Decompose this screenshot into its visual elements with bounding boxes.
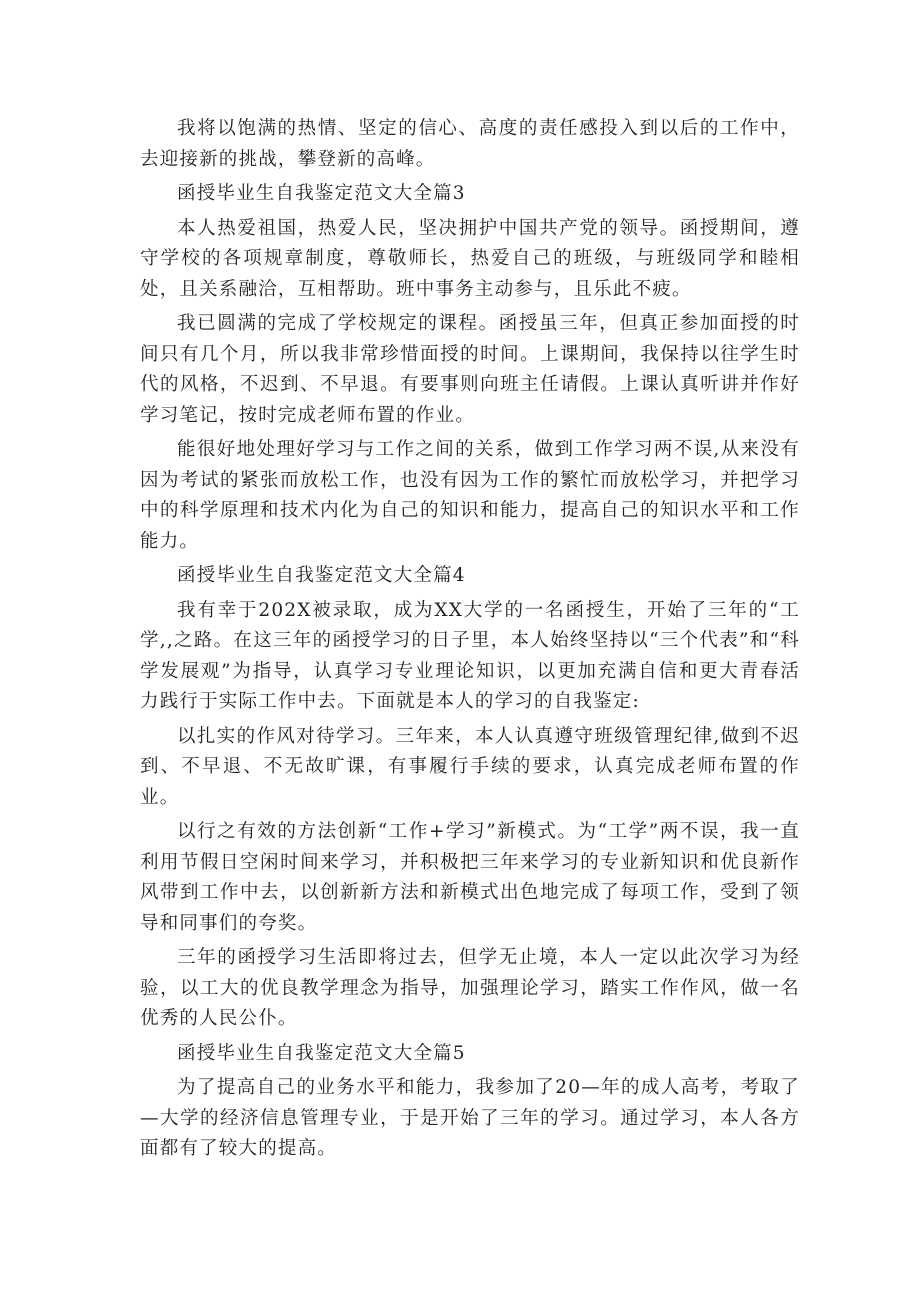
- paragraph: 以行之有效的方法创新“工作+学习”新模式。为“工学”两不误，我一直利用节假日空闲时间来学习，并积极把三年来学习的专业新知识和优良新作风带到工作中去，以创新新方法和新模式出色地完成了每项工作，受到了领导和同事们的夸奖。: [140, 821, 800, 934]
- paragraph: 能很好地处理好学习与工作之间的关系，做到工作学习两不误,从来没有因为考试的紧张而放松工作，也没有因为工作的繁忙而放松学习，并把学习中的科学原理和技术内化为自己的知识和能力，提高自己的知识水平和工作能力。: [140, 439, 800, 552]
- paragraph: 为了提高自己的业务水平和能力，我参加了20—年的成人高考，考取了—大学的经济信息管理专业，于是开始了三年的学习。通过学习，本人各方面都有了较大的提高。: [140, 1077, 800, 1159]
- paragraph: 我将以饱满的热情、坚定的信心、高度的责任感投入到以后的工作中，去迎接新的挑战，攀登新的高峰。: [140, 118, 800, 170]
- paragraph: 本人热爱祖国，热爱人民，坚决拥护中国共产党的领导。函授期间，遵守学校的各项规章制度，尊敬师长，热爱自己的班级，与班级同学和睦相处，且关系融洽，互相帮助。班中事务主动参与，且乐此不疲。: [140, 217, 800, 300]
- document-body: [140, 114, 800, 1169]
- section-heading: 函授毕业生自我鉴定范文大全篇4: [177, 565, 466, 586]
- paragraph: 以扎实的作风对待学习。三年来，本人认真遵守班级管理纪律,做到不迟到、不早退、不无故旷课，有事履行手续的要求，认真完成老师布置的作业。: [140, 725, 800, 808]
- section-heading: 函授毕业生自我鉴定范文大全篇5: [177, 1042, 466, 1064]
- section-heading: 函授毕业生自我鉴定范文大全篇3: [177, 183, 466, 204]
- paragraph: 三年的函授学习生活即将过去，但学无止境，本人一定以此次学习为经验，以工大的优良教学理念为指导，加强理论学习，踏实工作作风，做一名优秀的人民公仆。: [140, 947, 800, 1029]
- paragraph: 我有幸于202X被录取，成为XX大学的一名函授生，开始了三年的“工学,,之路。在这三年的函授学习的日子里，本人始终坚持以“三个代表”和“科学发展观”为指导，认真学习专业理论知识，以更加充满自信和更大青春活力践行于实际工作中去。下面就是本人的学习的自我鉴定:: [140, 599, 800, 712]
- paragraph: 我已圆满的完成了学校规定的课程。函授虽三年，但真正参加面授的时间只有几个月，所以我非常珍惜面授的时间。上课期间，我保持以往学生时代的风格，不迟到、不早退。有要事则向班主任请假。上课认真听讲并作好学习笔记，按时完成老师布置的作业。: [140, 313, 800, 426]
